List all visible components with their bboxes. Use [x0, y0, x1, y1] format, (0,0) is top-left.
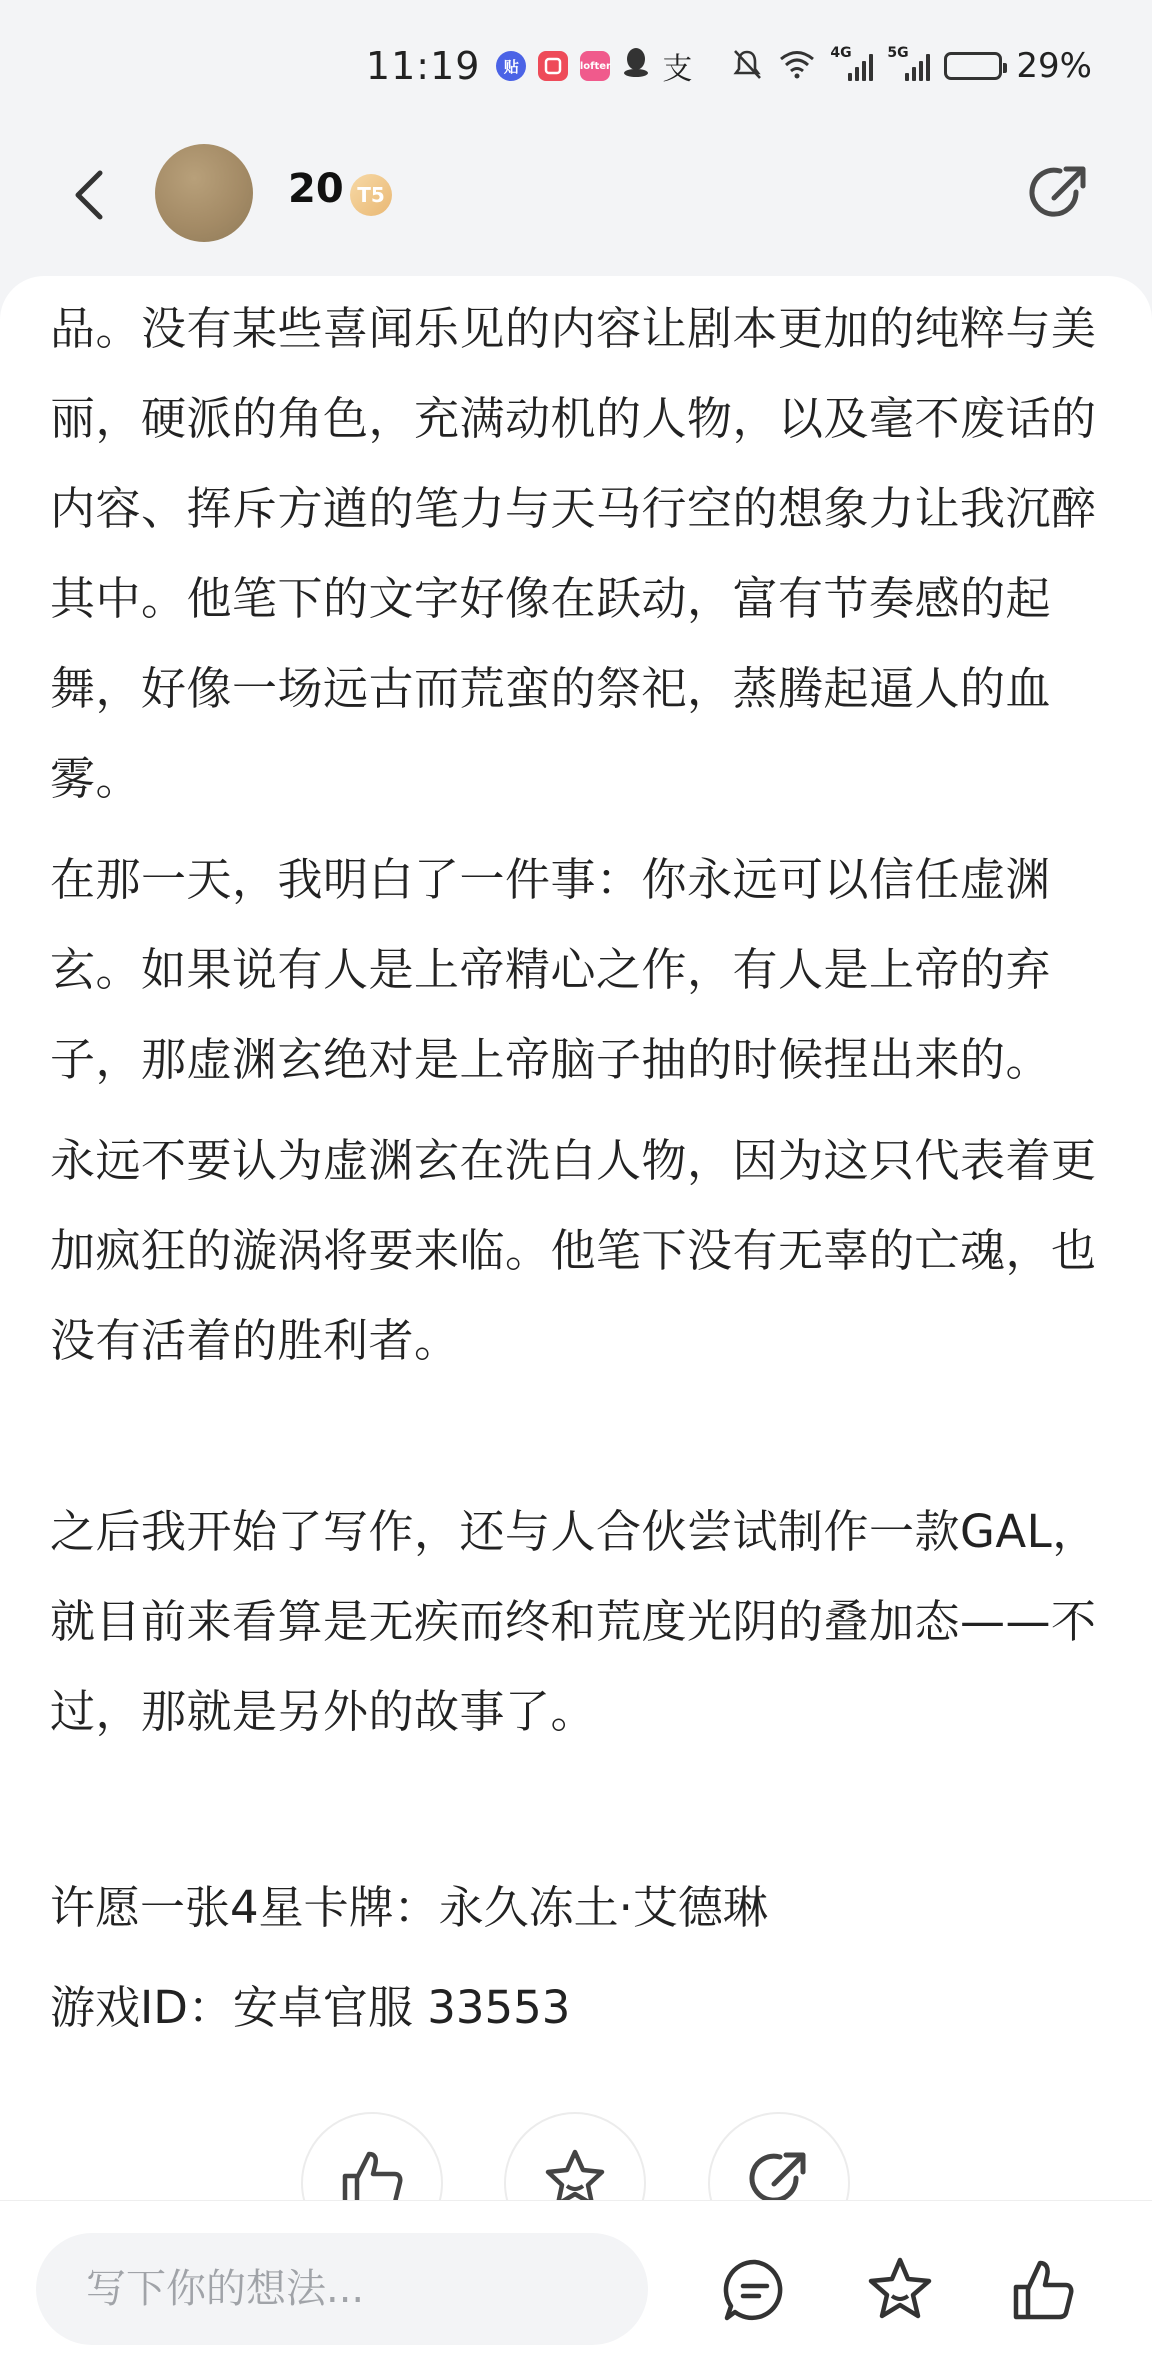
chevron-left-icon	[68, 165, 108, 225]
favorite-post-button[interactable]	[504, 2112, 646, 2200]
back-button[interactable]	[58, 160, 118, 230]
thumbs-up-icon	[1008, 2255, 1078, 2325]
article-paragraph: 永远不要认为虚渊玄在洗白人物，因为这只代表着更加疯狂的漩涡将要来临。他笔下没有无辜的亡魂，也没有活着的胜利者。	[50, 1134, 1097, 1367]
game-id-line: 游戏ID：安卓官服 33553	[50, 1981, 571, 2034]
article-paragraph: 之后我开始了写作，还与人合伙尝试制作一款GAL，就目前来看算是无疾而终和荒度光阴的叠加态——不过，那就是另外的故事了。	[50, 1505, 1098, 1738]
status-bar	[0, 0, 1152, 130]
username[interactable]: 20	[288, 166, 344, 212]
favorite-button[interactable]	[855, 2245, 945, 2335]
like-post-button[interactable]	[301, 2112, 443, 2200]
post-header	[0, 130, 1152, 280]
share-icon	[744, 2144, 814, 2200]
red-square-icon	[538, 51, 568, 81]
share-button[interactable]	[1024, 158, 1094, 228]
mute-icon	[730, 47, 764, 85]
thumbs-up-icon	[337, 2144, 407, 2200]
article-body	[0, 276, 1152, 2058]
alipay-icon: 支	[662, 52, 693, 87]
star-icon	[539, 2144, 611, 2200]
like-button[interactable]	[998, 2245, 1088, 2335]
status-app-icons	[496, 44, 692, 88]
signal-5g-icon: 5G	[887, 51, 930, 81]
avatar[interactable]	[155, 144, 253, 242]
level-badge: T5	[350, 174, 392, 216]
star-icon	[864, 2254, 936, 2326]
wish-line: 许愿一张4星卡牌：永久冻土·艾德琳	[50, 1881, 768, 1934]
battery-icon	[944, 52, 1002, 80]
signal-4g-icon: 4G	[830, 51, 873, 81]
post-actions	[0, 2112, 1152, 2200]
share-icon	[1024, 158, 1094, 228]
paragraph-gap	[50, 1397, 1102, 1487]
comment-button[interactable]	[710, 2245, 800, 2335]
comment-icon	[721, 2256, 789, 2324]
article-paragraph: 品。没有某些喜闻乐见的内容让剧本更加的纯粹与美丽，硬派的角色，充满动机的人物，以及毫不废话的内容、挥斥方遒的笔力与天马行空的想象力让我沉醉其中。他笔下的文字好像在跃动，富有节奏感的起舞，好像一场远古而荒蛮的祭祀，蒸腾起逼人的血雾。	[50, 302, 1097, 805]
battery-percent: 29%	[1016, 46, 1092, 86]
qq-icon	[622, 46, 650, 86]
post-content	[0, 276, 1152, 2200]
lofter-icon: lofter	[580, 51, 610, 81]
article-paragraph: 在那一天，我明白了一件事：你永远可以信任虚渊玄。如果说有人是上帝精心之作，有人是上帝的弃子，那虚渊玄绝对是上帝脑子抽的时候捏出来的。	[50, 853, 1052, 1086]
status-time: 11:19	[365, 44, 481, 88]
status-indicators	[730, 46, 1092, 86]
share-post-button[interactable]	[708, 2112, 850, 2200]
comment-input[interactable]	[36, 2233, 648, 2345]
bottom-bar	[0, 2200, 1152, 2376]
wifi-icon	[778, 48, 816, 84]
tieba-icon: 贴	[496, 51, 526, 81]
paragraph-gap	[50, 1768, 1102, 1858]
